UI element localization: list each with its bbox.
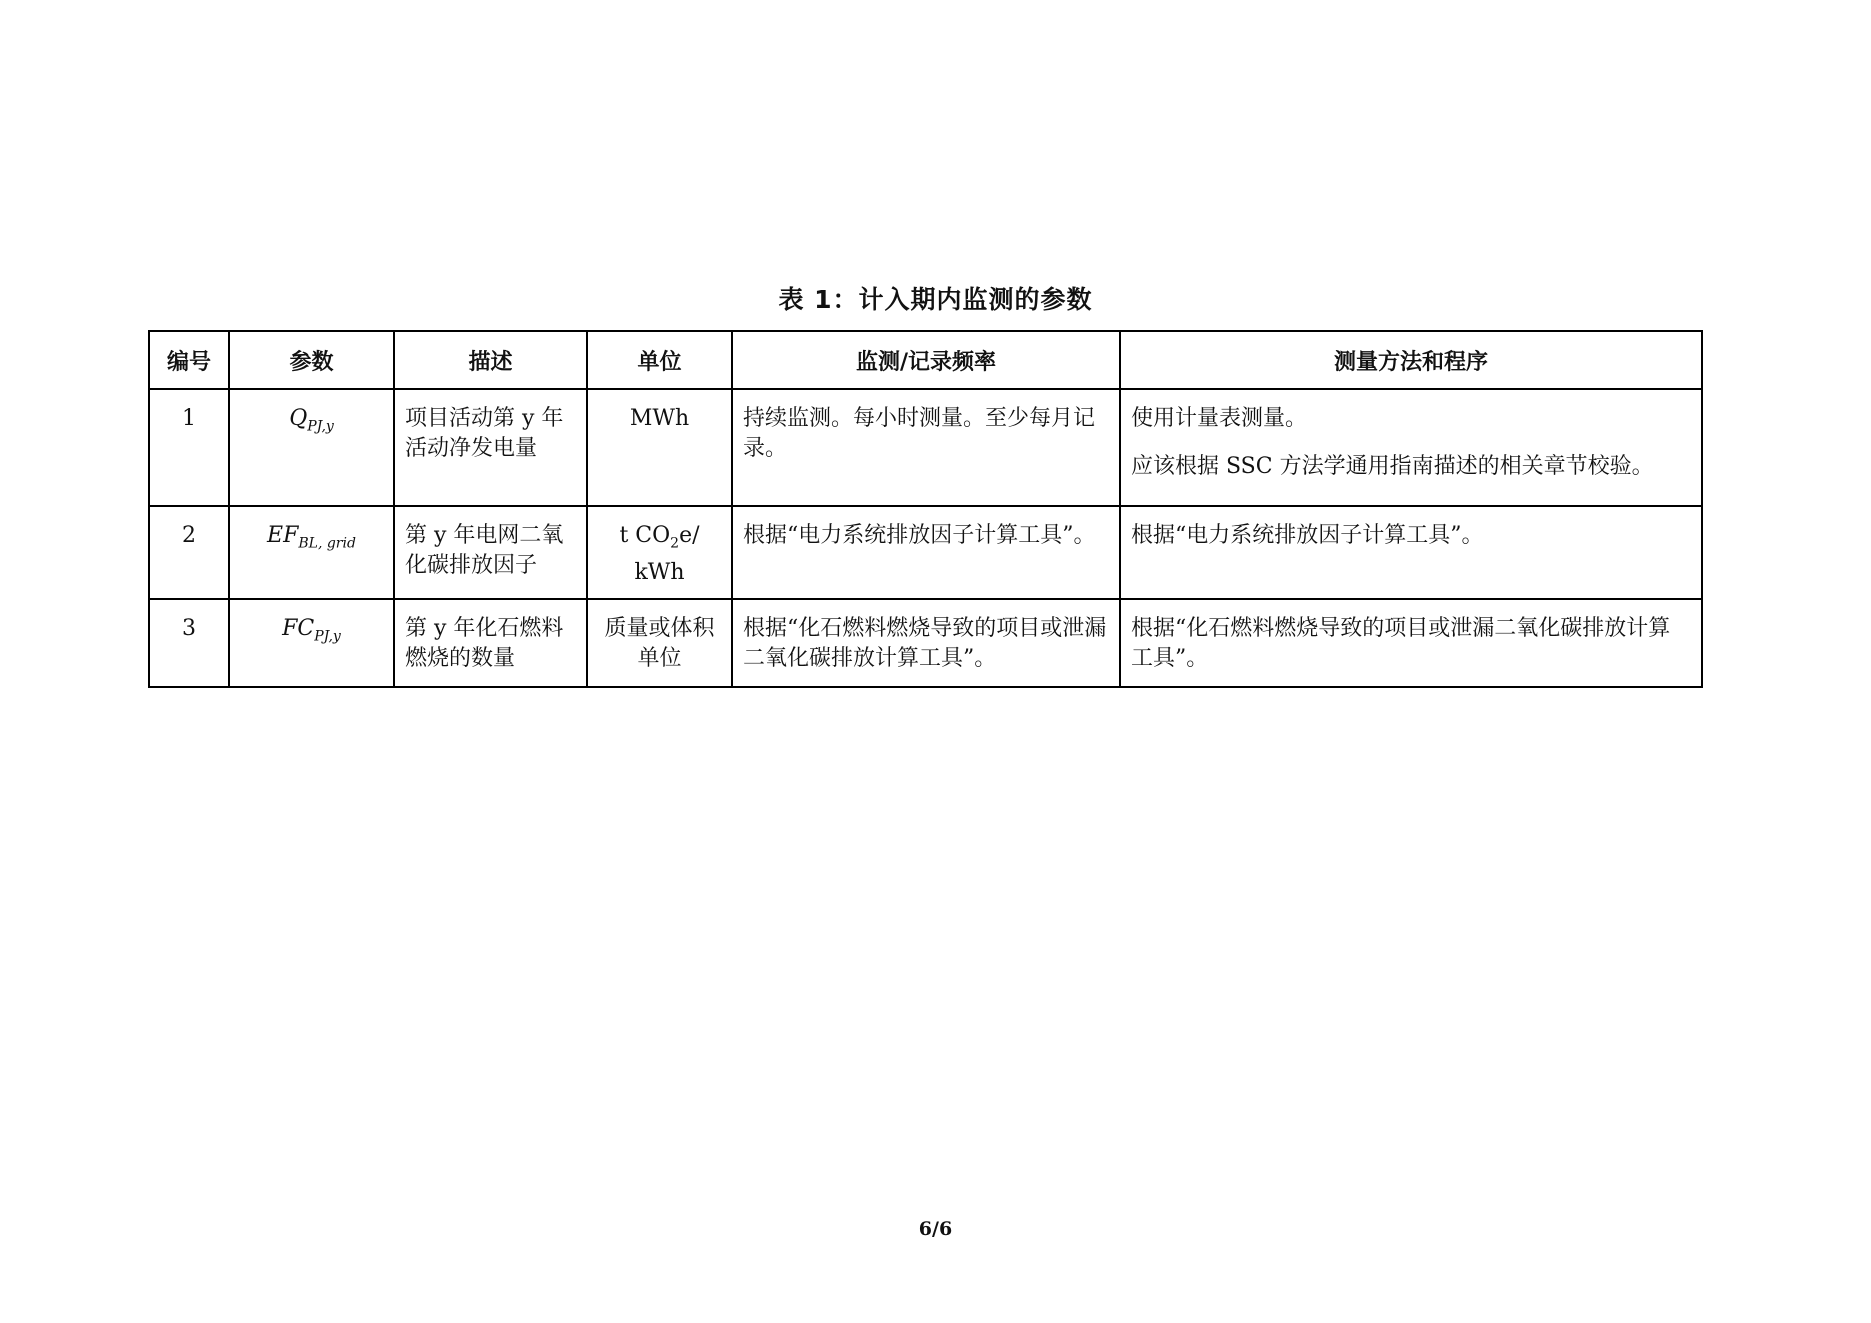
parameter-subscript: BL, grid (298, 535, 356, 552)
table-header-row (149, 331, 1702, 389)
method-paragraph: 应该根据 SSC 方法学通用指南描述的相关章节校验。 (1131, 454, 1654, 479)
parameter-symbol: FC (282, 616, 315, 642)
method-paragraph: 使用计量表测量。 (1131, 406, 1308, 431)
parameter-symbol: EF (267, 523, 299, 548)
row-frequency: 根据“化石燃料燃烧导致的项目或泄漏二氧化碳排放计算工具”。 (732, 599, 1120, 687)
row-method (1120, 506, 1702, 599)
unit-suffix: e/ (679, 523, 700, 548)
table-row (149, 506, 1702, 599)
method-paragraph: 根据“电力系统排放因子计算工具”。 (1131, 523, 1484, 548)
row-number: 1 (149, 389, 229, 506)
row-unit: MWh (587, 389, 732, 506)
row-method (1120, 389, 1702, 506)
row-description: 第 y 年电网二氧化碳排放因子 (394, 506, 587, 599)
page-number: 6/6 (918, 1218, 953, 1240)
row-parameter (229, 599, 394, 687)
row-number: 2 (149, 506, 229, 599)
monitoring-parameters-table (148, 330, 1703, 688)
header-description: 描述 (394, 331, 587, 389)
parameter-symbol: Q (289, 406, 308, 431)
header-method: 测量方法和程序 (1120, 331, 1702, 389)
unit-subscript: 2 (670, 535, 680, 552)
header-frequency: 监测/记录频率 (732, 331, 1120, 389)
row-unit: 质量或体积单位 (587, 599, 732, 687)
table-caption: 表 1：计入期内监测的参数 (778, 285, 1093, 314)
header-number: 编号 (149, 331, 229, 389)
parameter-subscript: PJ,y (307, 418, 334, 435)
row-parameter (229, 389, 394, 506)
unit-second-line: kWh (634, 560, 685, 586)
row-parameter (229, 506, 394, 599)
row-description: 项目活动第 y 年活动净发电量 (394, 389, 587, 506)
row-frequency: 持续监测。每小时测量。至少每月记录。 (732, 389, 1120, 506)
header-unit: 单位 (587, 331, 732, 389)
header-parameter: 参数 (229, 331, 394, 389)
row-frequency: 根据“电力系统排放因子计算工具”。 (732, 506, 1120, 599)
table-row (149, 599, 1702, 687)
parameter-subscript: PJ,y (314, 628, 341, 645)
row-number: 3 (149, 599, 229, 687)
method-paragraph: 根据“化石燃料燃烧导致的项目或泄漏二氧化碳排放计算工具”。 (1131, 616, 1671, 672)
row-method (1120, 599, 1702, 687)
table-row (149, 389, 1702, 506)
row-description: 第 y 年化石燃料燃烧的数量 (394, 599, 587, 687)
unit-prefix: t CO (619, 523, 671, 548)
row-unit (587, 506, 732, 599)
